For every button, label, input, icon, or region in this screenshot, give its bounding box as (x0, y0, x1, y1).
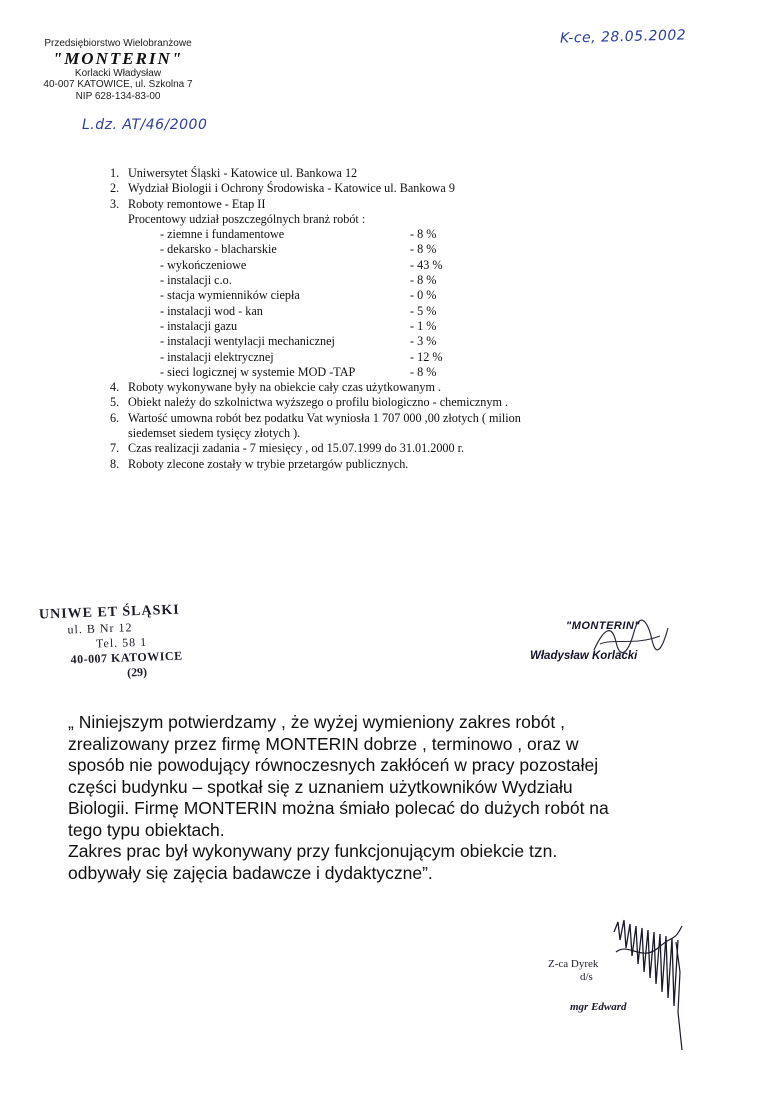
company-type: Przedsiębiorstwo Wielobranżowe (44, 38, 192, 49)
confirmation-line: tego typu obiektach. (68, 819, 225, 840)
trades-breakdown (160, 227, 670, 380)
list-item-text: Roboty zlecone zostały w trybie przetargów publicznych. (128, 456, 409, 471)
list-item: 3. Roboty remontowe - Etap II (110, 197, 670, 212)
trade-share: - 1 % (410, 318, 437, 333)
trade-row (160, 365, 670, 380)
trade-name: - stacja wymienników ciepła (160, 288, 300, 303)
handwritten-reference: L.dz. AT/46/2000 (82, 117, 208, 133)
trade-share: - 3 % (410, 334, 437, 349)
list-item-continuation: siedemset siedem tysięcy złotych ). (128, 426, 301, 441)
trade-share: - 0 % (410, 288, 437, 303)
trade-row (160, 319, 670, 334)
stamp-line: ul. B Nr 12 (67, 620, 133, 637)
trades-heading: Procentowy udział poszczególnych branż robót : (128, 211, 366, 226)
list-item: 2. Wydział Biologii i Ochrony Środowiska - Katowice ul. Bankowa 9 (110, 181, 670, 196)
scope-list (110, 166, 670, 472)
director-signature (608, 912, 688, 1052)
trade-row (160, 334, 670, 349)
list-item: 4. Roboty wykonywane były na obiekcie cały czas użytkowanym . (110, 380, 670, 395)
trade-row (160, 288, 670, 303)
confirmation-paragraph (68, 712, 688, 884)
stamp-company-name: "MONTERIN" (566, 620, 641, 632)
trade-share: - 8 % (410, 273, 437, 288)
confirmation-line: odbywały się zajęcia badawcze i dydaktyczne”. (68, 862, 433, 883)
list-item: 5. Obiekt należy do szkolnictwa wyższego o profilu biologiczno - chemicznym . (110, 395, 670, 410)
trade-row (160, 273, 670, 288)
list-item-text: Wydział Biologii i Ochrony Środowiska - Katowice ul. Bankowa 9 (128, 181, 455, 196)
stamp-line: Z-ca Dyrek (548, 958, 599, 970)
confirmation-line: sposób nie powodujący równoczesnych zakłóceń w pracy pozostałej (68, 755, 599, 775)
trade-name: - instalacji wentylacji mechanicznej (160, 334, 335, 349)
trade-share: - 8 % (410, 242, 437, 257)
trade-share: - 8 % (410, 227, 437, 242)
list-item: 8. Roboty zlecone zostały w trybie przetargów publicznych. (110, 457, 670, 472)
letterhead (18, 38, 218, 102)
stamp-line: Tel. 58 1 (95, 634, 148, 651)
trade-name: - ziemne i fundamentowe (160, 227, 285, 242)
trade-share: - 12 % (410, 349, 443, 364)
trade-row (160, 304, 670, 319)
stamp-line: UNIWE ET ŚLĄSKI (38, 602, 180, 623)
trade-share: - 5 % (410, 303, 437, 318)
list-item: 6. Wartość umowna robót bez podatku Vat wyniosła 1 707 000 ,00 złotych ( milion (110, 411, 670, 426)
university-stamp (39, 601, 242, 684)
trade-row (160, 350, 670, 365)
company-nip: NIP 628-134-83-00 (75, 90, 161, 102)
list-item-text: Czas realizacji zadania - 7 miesięcy , od 15.07.1999 do 31.01.2000 r. (128, 441, 465, 456)
trade-name: - sieci logicznej w systemie MOD -TAP (160, 364, 356, 379)
trade-share: - 43 % (410, 257, 443, 272)
confirmation-line: części budynku – spotkał się z uznaniem użytkowników Wydziału (68, 776, 573, 797)
stamp-line: d/s (580, 971, 593, 983)
stamp-line: 40-007 KATOWICE (70, 648, 183, 667)
confirmation-line: „ Niniejszym potwierdzamy , że wyżej wymieniony zakres robót , (68, 712, 565, 732)
trade-row (160, 227, 670, 242)
list-item-text: Wartość umowna robót bez podatku Vat wyniosła 1 707 000 ,00 złotych ( milion (128, 410, 521, 425)
monterin-signature (590, 620, 670, 660)
trade-row (160, 242, 670, 257)
list-item: 7. Czas realizacji zadania - 7 miesięcy , od 15.07.1999 do 31.01.2000 r. (110, 441, 670, 456)
list-item-text: Roboty wykonywane były na obiekcie cały czas użytkowanym . (128, 380, 442, 395)
trade-name: - instalacji wod - kan (160, 303, 263, 318)
company-brand: "MONTERIN" (52, 48, 184, 68)
trade-row (160, 258, 670, 273)
trade-share: - 8 % (410, 364, 437, 379)
list-item: 1. Uniwersytet Śląski - Katowice ul. Bankowa 12 (110, 166, 670, 181)
company-address: 40-007 KATOWICE, ul. Szkolna 7 (43, 79, 193, 90)
trade-name: - wykończeniowe (160, 257, 247, 272)
confirmation-line: Biologii. Firmę MONTERIN można śmiało polecać do dużych robót na (68, 798, 609, 818)
trade-name: - instalacji gazu (160, 318, 238, 333)
stamp-person-name: Władysław Korlacki (530, 650, 638, 662)
stamp-line: mgr Edward (570, 1001, 627, 1013)
trade-name: - instalacji elektrycznej (160, 349, 274, 364)
trade-name: - dekarsko - blacharskie (160, 242, 277, 257)
company-owner: Korlacki Władysław (74, 67, 162, 79)
confirmation-line: Zakres prac był wykonywany przy funkcjonującym obiekcie tzn. (68, 841, 558, 861)
stamp-line: (29) (126, 664, 148, 680)
confirmation-line: zrealizowany przez firmę MONTERIN dobrze , terminowo , oraz w (68, 733, 579, 754)
trade-name: - instalacji c.o. (160, 273, 232, 288)
list-item-text: Obiekt należy do szkolnictwa wyższego o profilu biologiczno - chemicznym . (128, 395, 509, 410)
list-item-text: Uniwersytet Śląski - Katowice ul. Bankowa 12 (128, 166, 358, 180)
list-item-text: Roboty remontowe - Etap II (128, 196, 266, 211)
handwritten-date: K-ce, 28.05.2002 (559, 27, 687, 47)
